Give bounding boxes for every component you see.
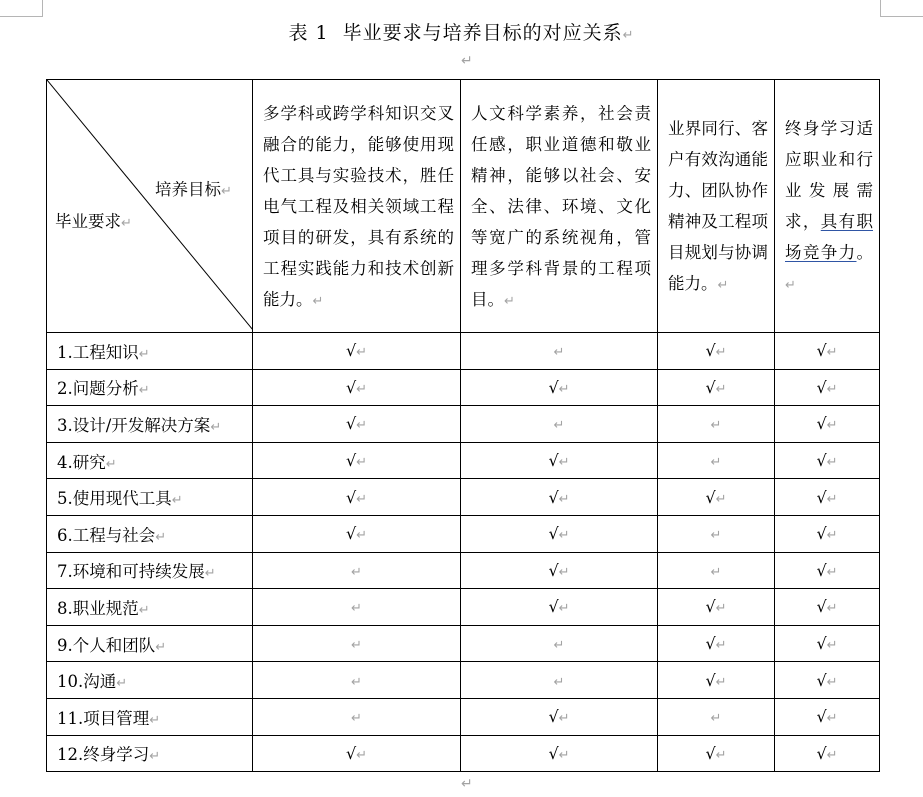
paragraph-mark-icon: ↵ (351, 564, 362, 580)
mapping-cell (461, 589, 658, 626)
paragraph-mark-icon: ↵ (204, 566, 216, 582)
check-icon: √ (816, 634, 827, 654)
paragraph-mark-icon: ↵ (826, 491, 838, 507)
check-icon: √ (816, 341, 827, 361)
check-icon: √ (548, 451, 559, 471)
mapping-cell (658, 333, 775, 370)
check-icon: √ (816, 524, 827, 544)
check-icon: √ (816, 597, 827, 617)
check-icon: √ (705, 597, 716, 617)
mapping-cell (658, 698, 775, 735)
mapping-cell (658, 589, 775, 626)
paragraph-mark-icon: ↵ (826, 711, 838, 727)
table-row (47, 406, 880, 443)
check-icon: √ (548, 377, 559, 397)
table-row (47, 515, 880, 552)
mapping-cell (658, 406, 775, 443)
mapping-cell (775, 735, 880, 772)
goal-header-2: 人文科学素养，社会责任感，职业道德和敬业精神，能够以社会、安全、法律、环境、文化等宽广的系统视角，管理多学科背景的工程项目。↵ (461, 80, 658, 333)
mapping-cell (775, 662, 880, 699)
requirement-cell: 5.使用现代工具↵ (47, 479, 253, 516)
check-icon: √ (705, 377, 716, 397)
mapping-cell (253, 369, 461, 406)
paragraph-mark-icon: ↵ (826, 747, 838, 763)
check-icon: √ (816, 707, 827, 727)
mapping-cell (775, 625, 880, 662)
paragraph-mark-icon: ↵ (138, 346, 150, 362)
mapping-cell (253, 333, 461, 370)
mapping-cell (775, 406, 880, 443)
check-icon: √ (816, 560, 827, 580)
paragraph-mark-icon: ↵ (558, 711, 570, 727)
paragraph-mark-icon: ↵ (356, 747, 368, 763)
paragraph-mark-icon: ↵ (710, 564, 722, 580)
paragraph-mark-icon: ↵ (138, 602, 150, 618)
paragraph-mark-icon: ↵ (715, 601, 727, 617)
mapping-cell (461, 515, 658, 552)
requirement-cell: 3.设计/开发解决方案↵ (47, 406, 253, 443)
table-row (47, 333, 880, 370)
paragraph-mark-icon: ↵ (155, 529, 167, 545)
check-icon: √ (705, 670, 716, 690)
table-body (47, 333, 880, 772)
header-label-requirement: 毕业要求↵ (55, 212, 132, 231)
header-label-goal: 培养目标↵ (155, 180, 232, 199)
paragraph-mark-icon: ↵ (715, 381, 727, 397)
goal-header-1: 多学科或跨学科知识交叉融合的能力，能够使用现代工具与实验技术，胜任电气工程及相关领域工程项目的研发，具有系统的工程实践能力和技术创新能力。↵ (253, 80, 461, 333)
paragraph-mark-icon: ↵ (826, 381, 838, 397)
paragraph-mark-icon: ↵ (710, 711, 722, 727)
mapping-cell (461, 369, 658, 406)
paragraph-mark-icon: ↵ (461, 776, 473, 792)
table-row (47, 625, 880, 662)
check-icon: √ (705, 634, 716, 654)
paragraph-mark-icon: ↵ (155, 639, 167, 655)
check-icon: √ (816, 743, 827, 763)
paragraph-mark-icon: ↵ (710, 528, 722, 544)
diagonal-header-cell (47, 80, 253, 333)
paragraph-mark-icon: ↵ (826, 455, 838, 471)
mapping-cell (253, 552, 461, 589)
goal-4-underlined-text: 具有职场竞争力 (785, 212, 873, 262)
mapping-cell (658, 442, 775, 479)
requirements-table (46, 79, 880, 772)
paragraph-mark-icon: ↵ (553, 345, 565, 361)
paragraph-mark-icon: ↵ (715, 747, 727, 763)
requirement-cell: 4.研究↵ (47, 442, 253, 479)
paragraph-mark-icon: ↵ (351, 674, 362, 690)
requirement-cell: 6.工程与社会↵ (47, 515, 253, 552)
mapping-cell (461, 552, 658, 589)
mapping-cell (658, 479, 775, 516)
table-row (47, 479, 880, 516)
paragraph-mark-icon: ↵ (356, 491, 368, 507)
paragraph-mark-icon: ↵ (715, 674, 727, 690)
paragraph-mark-icon: ↵ (210, 419, 222, 435)
paragraph-mark-icon: ↵ (553, 418, 565, 434)
paragraph-mark-icon: ↵ (116, 676, 128, 692)
requirement-cell: 12.终身学习↵ (47, 735, 253, 772)
table-row (47, 552, 880, 589)
paragraph-mark-icon: ↵ (149, 749, 161, 765)
check-icon: √ (705, 487, 716, 507)
table-row (47, 698, 880, 735)
paragraph-mark-icon: ↵ (351, 601, 362, 617)
check-icon: √ (548, 487, 559, 507)
check-icon: √ (548, 597, 559, 617)
requirement-cell: 8.职业规范↵ (47, 589, 253, 626)
paragraph-mark-icon: ↵ (558, 601, 570, 617)
mapping-cell (461, 333, 658, 370)
paragraph-mark-icon: ↵ (461, 53, 473, 69)
paragraph-mark-icon: ↵ (826, 345, 838, 361)
check-icon: √ (548, 524, 559, 544)
mapping-cell (253, 406, 461, 443)
mapping-cell (775, 698, 880, 735)
mapping-cell (461, 662, 658, 699)
paragraph-mark-icon: ↵ (351, 638, 362, 654)
paragraph-mark-icon: ↵ (826, 638, 838, 654)
table-row (47, 735, 880, 772)
mapping-cell (461, 625, 658, 662)
requirement-cell: 1.工程知识↵ (47, 333, 253, 370)
paragraph-mark-icon: ↵ (553, 638, 565, 654)
check-icon: √ (345, 414, 357, 434)
mapping-cell (775, 479, 880, 516)
mapping-cell (775, 552, 880, 589)
paragraph-mark-icon: ↵ (826, 528, 838, 544)
paragraph-mark-icon: ↵ (558, 564, 570, 580)
paragraph-mark-icon: ↵ (710, 455, 722, 471)
mapping-cell (775, 442, 880, 479)
mapping-cell (461, 442, 658, 479)
check-icon: √ (548, 560, 559, 580)
table-row (47, 442, 880, 479)
paragraph-mark-icon: ↵ (221, 184, 232, 199)
paragraph-mark-icon: ↵ (553, 674, 565, 690)
table-row (47, 589, 880, 626)
mapping-cell (658, 369, 775, 406)
paragraph-mark-icon: ↵ (558, 455, 570, 471)
mapping-cell (775, 369, 880, 406)
paragraph-mark-icon: ↵ (171, 493, 183, 509)
mapping-cell (658, 515, 775, 552)
mapping-cell (253, 589, 461, 626)
paragraph-mark-icon: ↵ (715, 491, 727, 507)
mapping-cell (775, 515, 880, 552)
paragraph-mark-icon: ↵ (717, 278, 729, 293)
page-margin-corner-right (880, 0, 923, 17)
check-icon: √ (345, 341, 357, 361)
table-row (47, 369, 880, 406)
check-icon: √ (548, 707, 559, 727)
check-icon: √ (345, 377, 357, 397)
caption-title: 毕业要求与培养目标的对应关系 (342, 22, 623, 44)
requirement-cell: 7.环境和可持续发展↵ (47, 552, 253, 589)
paragraph-mark-icon: ↵ (105, 456, 117, 472)
paragraph-mark-icon: ↵ (312, 293, 324, 309)
paragraph-mark-icon: ↵ (149, 712, 161, 728)
paragraph-mark-icon: ↵ (622, 28, 635, 43)
mapping-cell (461, 406, 658, 443)
check-icon: √ (345, 451, 357, 471)
mapping-cell (775, 333, 880, 370)
mapping-cell (461, 479, 658, 516)
requirement-cell: 9.个人和团队↵ (47, 625, 253, 662)
requirement-cell: 11.项目管理↵ (47, 698, 253, 735)
paragraph-mark-icon: ↵ (826, 601, 838, 617)
requirement-cell: 10.沟通↵ (47, 662, 253, 699)
paragraph-mark-icon: ↵ (356, 418, 368, 434)
mapping-cell (253, 698, 461, 735)
check-icon: √ (816, 487, 827, 507)
paragraph-mark-icon: ↵ (356, 381, 368, 397)
mapping-cell (461, 735, 658, 772)
table-header-row (47, 80, 880, 333)
mapping-cell (253, 515, 461, 552)
paragraph-mark-icon: ↵ (826, 564, 838, 580)
mapping-cell (253, 479, 461, 516)
paragraph-mark-icon: ↵ (138, 383, 150, 399)
check-icon: √ (816, 451, 827, 471)
paragraph-mark-icon: ↵ (356, 345, 368, 361)
table-row (47, 662, 880, 699)
requirement-cell: 2.问题分析↵ (47, 369, 253, 406)
goal-header-3: 业界同行、客户有效沟通能力、团队协作精神及工程项目规划与协调能力。↵ (658, 80, 775, 333)
mapping-cell (253, 625, 461, 662)
paragraph-mark-icon: ↵ (715, 345, 727, 361)
check-icon: √ (345, 524, 357, 544)
mapping-cell (253, 442, 461, 479)
mapping-cell (775, 589, 880, 626)
check-icon: √ (705, 341, 716, 361)
check-icon: √ (816, 414, 827, 434)
paragraph-mark-icon: ↵ (715, 638, 727, 654)
mapping-cell (658, 552, 775, 589)
check-icon: √ (816, 670, 827, 690)
mapping-cell (461, 698, 658, 735)
paragraph-mark-icon: ↵ (826, 418, 838, 434)
mapping-cell (658, 662, 775, 699)
check-icon: √ (816, 377, 827, 397)
mapping-cell (658, 625, 775, 662)
goal-header-4: 终身学习适应职业和行业发展需求，具有职场竞争力。↵ (775, 80, 880, 333)
check-icon: √ (345, 487, 357, 507)
page-margin-corner-left (0, 0, 43, 17)
paragraph-mark-icon: ↵ (356, 455, 368, 471)
check-icon: √ (345, 743, 357, 763)
table-caption (0, 18, 923, 45)
diagonal-line (47, 80, 253, 330)
paragraph-mark-icon: ↵ (121, 216, 132, 231)
paragraph-mark-icon: ↵ (558, 528, 570, 544)
paragraph-mark-icon: ↵ (504, 293, 515, 309)
paragraph-mark-icon: ↵ (826, 674, 838, 690)
paragraph-mark-icon: ↵ (785, 278, 796, 293)
mapping-cell (658, 735, 775, 772)
mapping-cell (253, 735, 461, 772)
mapping-cell (253, 662, 461, 699)
check-icon: √ (548, 743, 559, 763)
caption-label: 表 1 (288, 22, 329, 44)
paragraph-mark-icon: ↵ (558, 747, 570, 763)
check-icon: √ (705, 743, 716, 763)
paragraph-mark-icon: ↵ (356, 528, 368, 544)
paragraph-mark-icon: ↵ (710, 418, 722, 434)
paragraph-mark-icon: ↵ (558, 381, 570, 397)
paragraph-mark-icon: ↵ (351, 711, 362, 727)
paragraph-mark-icon: ↵ (558, 491, 570, 507)
